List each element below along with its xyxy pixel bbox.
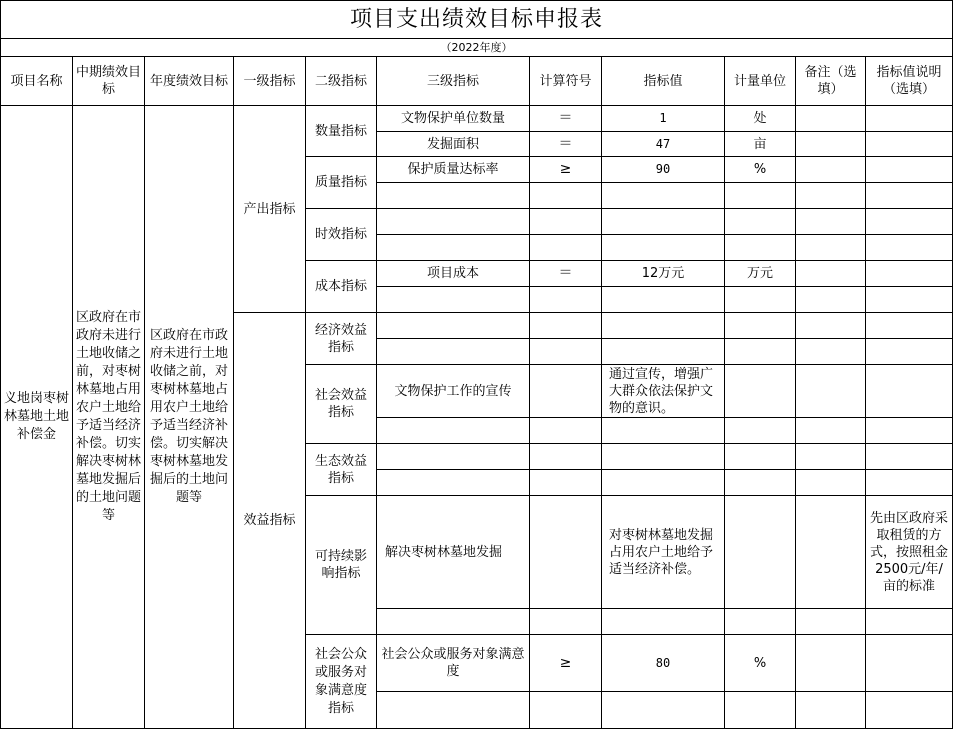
- empty-cell: [602, 209, 725, 235]
- empty-cell: [796, 183, 866, 209]
- empty-cell: [530, 444, 602, 470]
- value-sustainable-solve: 对枣树林墓地发掘占用农户土地给予适当经济补偿。: [602, 496, 725, 609]
- symbol-sustainable: [530, 496, 602, 609]
- empty-cell: [866, 418, 953, 444]
- level2-social: 社会效益指标: [306, 365, 377, 444]
- unit-sustainable: [725, 496, 796, 609]
- empty-cell: [530, 209, 602, 235]
- header-level3: 三级指标: [377, 57, 530, 106]
- empty-cell: [377, 418, 530, 444]
- note-cell: [866, 261, 953, 287]
- unit-project-cost: 万元: [725, 261, 796, 287]
- header-project-name: 项目名称: [0, 57, 73, 106]
- empty-cell: [866, 183, 953, 209]
- level2-sustainable: 可持续影响指标: [306, 496, 377, 635]
- empty-cell: [725, 313, 796, 339]
- empty-cell: [602, 692, 725, 729]
- empty-cell: [602, 609, 725, 635]
- note-cell: [866, 106, 953, 132]
- remark-cell: [796, 496, 866, 609]
- empty-cell: [796, 287, 866, 313]
- note-cell: [866, 635, 953, 692]
- header-value-note: 指标值说明（选填）: [866, 57, 953, 106]
- empty-cell: [602, 287, 725, 313]
- remark-cell: [796, 106, 866, 132]
- empty-cell: [725, 444, 796, 470]
- header-annual-goal: 年度绩效目标: [145, 57, 234, 106]
- symbol-social-publicity: [530, 365, 602, 418]
- empty-cell: [602, 444, 725, 470]
- level1-output: 产出指标: [234, 106, 306, 313]
- level3-satisfaction: 社会公众或服务对象满意度: [377, 635, 530, 692]
- empty-cell: [866, 470, 953, 496]
- empty-cell: [530, 313, 602, 339]
- unit-protect-units: 处: [725, 106, 796, 132]
- empty-cell: [725, 209, 796, 235]
- empty-cell: [602, 418, 725, 444]
- header-unit: 计量单位: [725, 57, 796, 106]
- empty-cell: [602, 313, 725, 339]
- level2-economic: 经济效益指标: [306, 313, 377, 365]
- value-dig-area: 47: [602, 132, 725, 157]
- level2-satisfaction: 社会公众或服务对象满意度指标: [306, 635, 377, 729]
- level3-sustainable-solve: 解决枣树林墓地发掘: [377, 496, 530, 609]
- mid-goal-cell: 区政府在市政府未进行土地收储之前，对枣树林墓地占用农户土地给予适当经济补偿。切实解决枣树林墓地发掘后的土地问题等: [73, 106, 145, 729]
- empty-cell: [530, 287, 602, 313]
- level3-quality-rate: 保护质量达标率: [377, 157, 530, 183]
- remark-cell: [796, 132, 866, 157]
- remark-cell: [796, 157, 866, 183]
- empty-cell: [725, 609, 796, 635]
- header-calc-symbol: 计算符号: [530, 57, 602, 106]
- symbol-satisfaction: ≥: [530, 635, 602, 692]
- empty-cell: [377, 444, 530, 470]
- level3-social-publicity: 文物保护工作的宣传: [377, 365, 530, 418]
- empty-cell: [725, 235, 796, 261]
- header-indicator-value: 指标值: [602, 57, 725, 106]
- empty-cell: [725, 418, 796, 444]
- empty-cell: [796, 609, 866, 635]
- note-cell: [866, 132, 953, 157]
- value-quality-rate: 90: [602, 157, 725, 183]
- empty-cell: [866, 609, 953, 635]
- empty-cell: [377, 183, 530, 209]
- header-remark: 备注（选填）: [796, 57, 866, 106]
- empty-cell: [796, 339, 866, 365]
- project-name-cell: 义地岗枣树林墓地土地补偿金: [0, 106, 73, 729]
- symbol-project-cost: ＝: [530, 261, 602, 287]
- empty-cell: [602, 339, 725, 365]
- note-sustainable-solve: 先由区政府采取租赁的方式，按照租金2500元/年/亩的标准: [866, 496, 953, 609]
- remark-cell: [796, 365, 866, 418]
- value-project-cost: 12万元: [602, 261, 725, 287]
- empty-cell: [725, 692, 796, 729]
- empty-cell: [796, 313, 866, 339]
- remark-cell: [796, 261, 866, 287]
- empty-cell: [866, 287, 953, 313]
- level2-quantity: 数量指标: [306, 106, 377, 157]
- empty-cell: [796, 444, 866, 470]
- empty-cell: [530, 692, 602, 729]
- note-cell: [866, 157, 953, 183]
- empty-cell: [866, 339, 953, 365]
- empty-cell: [530, 183, 602, 209]
- empty-cell: [377, 235, 530, 261]
- empty-cell: [602, 470, 725, 496]
- unit-satisfaction: %: [725, 635, 796, 692]
- empty-cell: [377, 339, 530, 365]
- value-social-publicity: 通过宣传，增强广大群众依法保护文物的意识。: [602, 365, 725, 418]
- empty-cell: [377, 692, 530, 729]
- annual-goal-cell: 区政府在市政府未进行土地收储之前，对枣树林墓地占用农户土地给予适当经济补偿。切实解决枣树林墓地发掘后的土地问题等: [145, 106, 234, 729]
- level3-protect-units: 文物保护单位数量: [377, 106, 530, 132]
- empty-cell: [796, 470, 866, 496]
- value-protect-units: 1: [602, 106, 725, 132]
- empty-cell: [725, 339, 796, 365]
- empty-cell: [866, 235, 953, 261]
- level3-project-cost: 项目成本: [377, 261, 530, 287]
- empty-cell: [866, 692, 953, 729]
- level2-timeliness: 时效指标: [306, 209, 377, 261]
- note-cell: [866, 365, 953, 418]
- level3-dig-area: 发掘面积: [377, 132, 530, 157]
- empty-cell: [377, 470, 530, 496]
- empty-cell: [377, 287, 530, 313]
- empty-cell: [530, 235, 602, 261]
- header-level1: 一级指标: [234, 57, 306, 106]
- empty-cell: [530, 609, 602, 635]
- unit-quality-rate: %: [725, 157, 796, 183]
- value-satisfaction: 80: [602, 635, 725, 692]
- empty-cell: [530, 418, 602, 444]
- level2-quality: 质量指标: [306, 157, 377, 209]
- page-title: 项目支出绩效目标申报表: [0, 0, 953, 39]
- empty-cell: [602, 235, 725, 261]
- symbol-quality-rate: ≥: [530, 157, 602, 183]
- empty-cell: [602, 183, 725, 209]
- unit-social-publicity: [725, 365, 796, 418]
- empty-cell: [796, 692, 866, 729]
- level2-cost: 成本指标: [306, 261, 377, 313]
- empty-cell: [866, 444, 953, 470]
- empty-cell: [530, 470, 602, 496]
- unit-dig-area: 亩: [725, 132, 796, 157]
- header-level2: 二级指标: [306, 57, 377, 106]
- symbol-dig-area: ＝: [530, 132, 602, 157]
- empty-cell: [866, 209, 953, 235]
- empty-cell: [377, 609, 530, 635]
- header-mid-goal: 中期绩效目标: [73, 57, 145, 106]
- symbol-protect-units: ＝: [530, 106, 602, 132]
- empty-cell: [866, 313, 953, 339]
- empty-cell: [796, 418, 866, 444]
- empty-cell: [796, 209, 866, 235]
- empty-cell: [725, 183, 796, 209]
- level2-ecological: 生态效益指标: [306, 444, 377, 496]
- empty-cell: [796, 235, 866, 261]
- empty-cell: [530, 339, 602, 365]
- empty-cell: [377, 313, 530, 339]
- empty-cell: [725, 470, 796, 496]
- remark-cell: [796, 635, 866, 692]
- empty-cell: [725, 287, 796, 313]
- year-label: （2022年度）: [0, 39, 953, 57]
- empty-cell: [377, 209, 530, 235]
- level1-benefit: 效益指标: [234, 313, 306, 729]
